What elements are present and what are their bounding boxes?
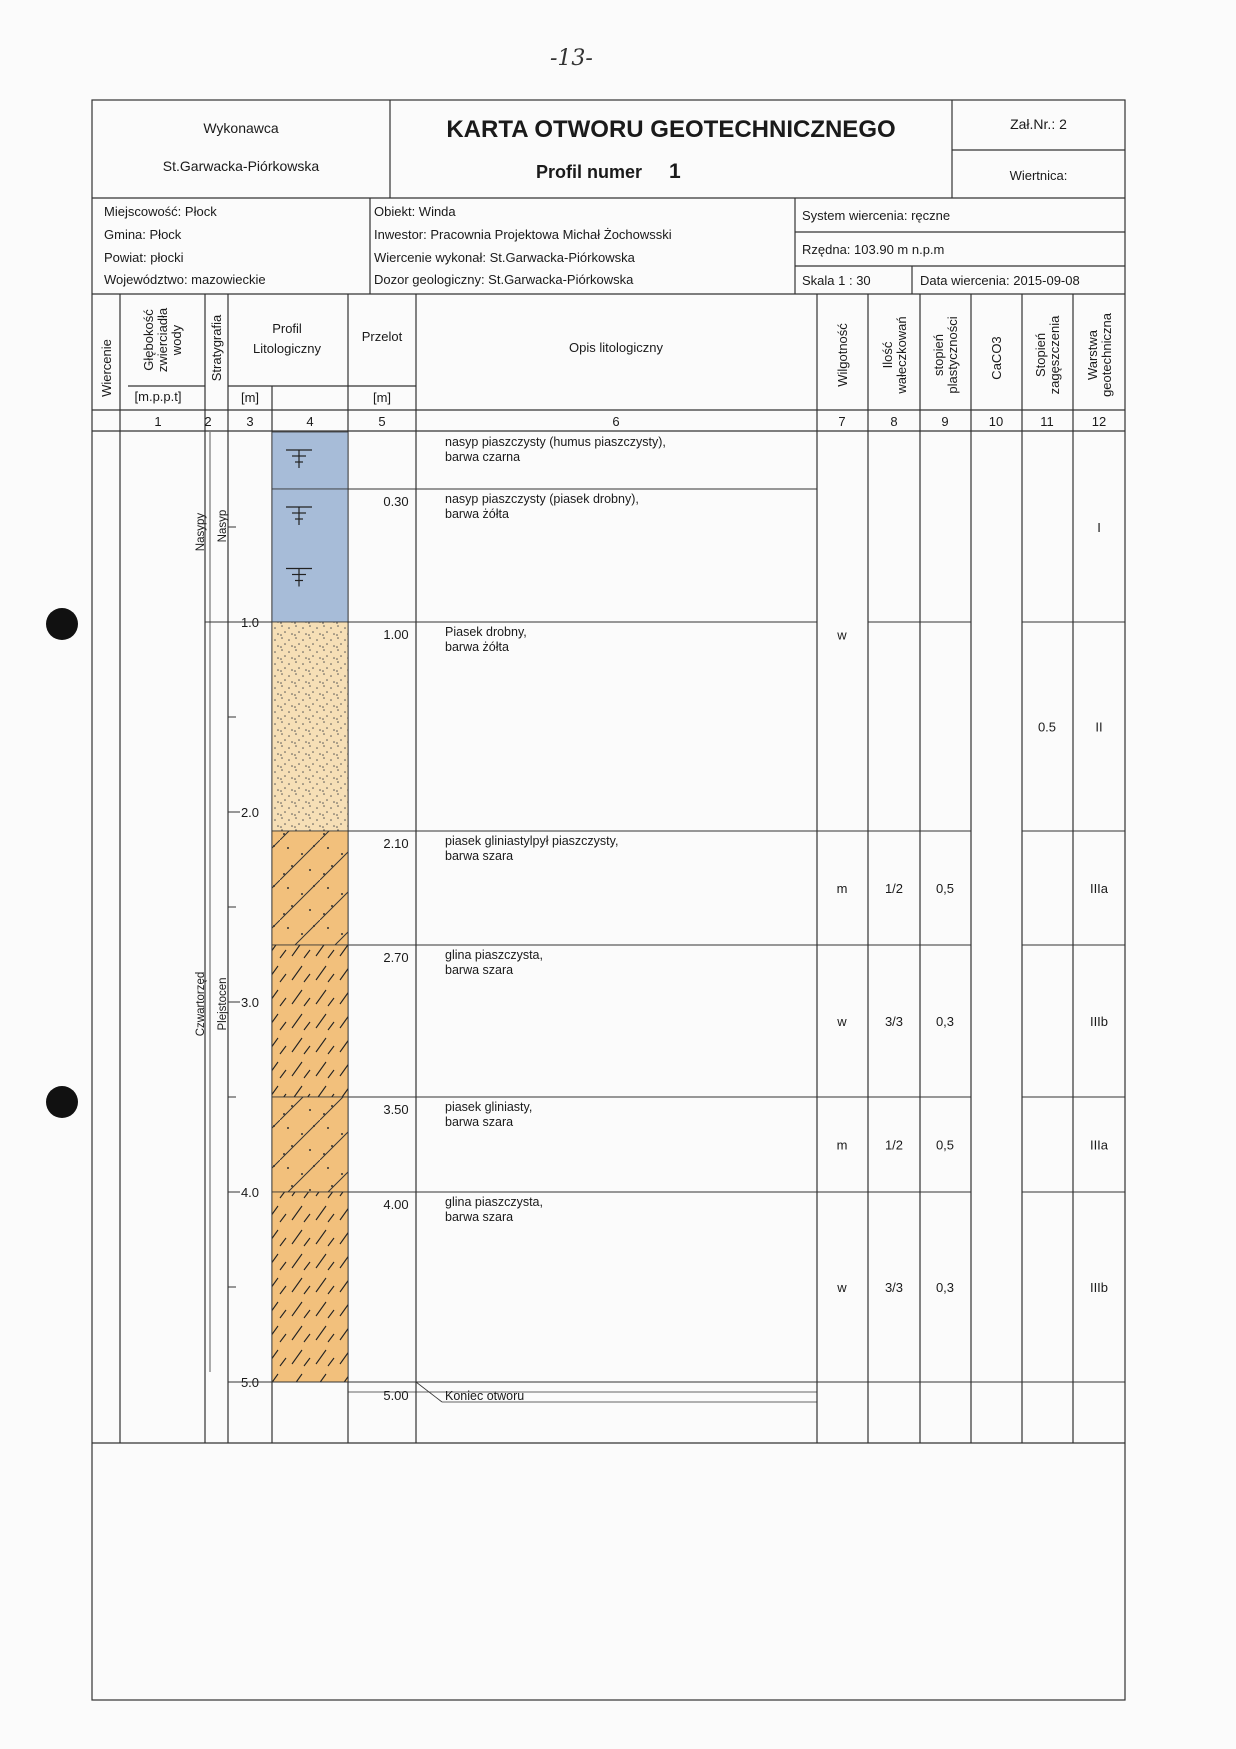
geotech-layer-value: I [1097,520,1101,535]
geological-supervision: Dozor geologiczny: St.Garwacka-Piórkowska [374,272,634,287]
plasticity-value: 0,5 [935,1137,955,1153]
lithology-description: nasyp piaszczysty (piasek drobny), [445,492,639,506]
col-compaction: zagęszczenia [1047,315,1062,395]
column-number: 11 [1040,414,1054,429]
strat-outer-bottom: Czwartorzęd [195,971,207,1037]
column-number: 10 [988,414,1004,429]
attachment-number: Zał.Nr.: 2 [1010,116,1067,132]
col-description: Opis litologiczny [569,340,663,355]
col-interval: Przelot [361,329,403,344]
plasticity-value: 0,3 [935,1280,955,1295]
column-number: 7 [838,414,846,429]
plasticity-value: 0,3 [935,1014,955,1029]
geotech-layer-value: IIIa [1089,1137,1109,1153]
col-plasticity: stopień [931,334,946,376]
depth-tick-label: 5.0 [240,1375,260,1390]
col-profile-unit: [m] [240,390,260,405]
lithology-description: piasek gliniasty, [445,1100,533,1114]
column-number: 3 [246,414,254,429]
strat-inner-top: Nasyp [217,509,229,543]
lithology-layer [272,945,348,1097]
column-number: 1 [154,414,162,429]
geotech-layer-value: IIIa [1089,881,1109,896]
investor: Inwestor: Pracownia Projektowa Michał Żochowsski [374,227,672,242]
scale: Skala 1 : 30 [802,273,871,288]
col-drilling: Wiercenie [99,339,114,397]
col-geotech-layer: geotechniczna [1099,313,1114,397]
profile-number: 1 [669,160,681,183]
drilling-system: System wiercenia: ręczne [802,208,951,223]
lithology-layer [272,1097,348,1192]
lithology-layer [272,831,348,945]
end-depth: 5.00 [383,1388,409,1403]
rollers-value: 1/2 [884,881,904,896]
contractor-label: Wykonawca [203,120,279,136]
contractor-name: St.Garwacka-Piórkowska [162,158,320,174]
end-text: Koniec otworu [445,1389,525,1403]
col-profile: Profil [272,321,302,336]
col-interval-unit: [m] [372,390,392,405]
interval-depth: 2.10 [383,836,409,851]
lithology-colour: barwa żółta [445,507,509,521]
interval-depth: 3.50 [383,1102,409,1117]
object: Obiekt: Winda [374,204,456,219]
page-number: -13- [550,46,593,71]
col-compaction: Stopień [1033,332,1048,378]
lithology-colour: barwa czarna [445,450,521,464]
lithology-layer [272,1192,348,1382]
elevation: Rzędna: 103.90 m n.p.m [802,242,945,257]
column-number: 4 [306,414,314,429]
depth-tick-label: 3.0 [240,995,260,1010]
compaction-value: 0.5 [1037,719,1057,735]
col-water-depth: zwierciadła [155,307,170,373]
col-plasticity: plastyczności [945,316,960,394]
moisture-value: w [837,1280,847,1295]
rollers-value: 3/3 [884,1280,904,1295]
col-profile: Litologiczny [253,341,321,356]
driller: Wiercenie wykonał: St.Garwacka-Piórkowska [374,250,635,265]
lithology-description: nasyp piaszczysty (humus piaszczysty), [445,435,666,449]
voivodeship: Województwo: mazowieckie [104,272,266,287]
col-water-unit: [m.p.p.t] [134,389,182,404]
moisture-value: m [836,881,848,896]
county: Powiat: płocki [104,250,184,265]
col-water-depth: Głębokość [141,309,156,371]
column-number: 5 [378,414,386,429]
lithology-description: glina piaszczysta, [445,948,543,962]
lithology-colour: barwa szara [445,963,514,977]
drilling-date: Data wiercenia: 2015-09-08 [920,273,1080,288]
col-geotech-layer: Warstwa [1085,329,1100,381]
rig-label: Wiertnica: [1009,168,1068,183]
column-number: 6 [612,414,620,429]
interval-depth: 2.70 [383,950,409,965]
moisture-value: w [837,1014,847,1029]
geotech-layer-value: IIIb [1089,1280,1109,1295]
plasticity-value: 0,5 [935,881,955,896]
interval-depth: 1.00 [383,627,409,642]
geotech-layer-value: IIIb [1089,1014,1109,1029]
column-number: 2 [204,414,212,429]
column-number: 8 [890,414,898,429]
page-title: KARTA OTWORU GEOTECHNICZNEGO [446,116,896,143]
lithology-description: Piasek drobny, [445,625,527,639]
lithology-description: glina piaszczysta, [445,1195,543,1209]
moisture-value: w [837,627,847,643]
profile-label: Profil numer [536,162,643,182]
rollers-value: 1/2 [884,1137,904,1153]
strat-inner-bottom: Plejstocen [217,977,229,1031]
lithology-colour: barwa szara [445,1115,514,1129]
column-number: 12 [1091,414,1107,429]
col-caco3: CaCO3 [989,336,1004,380]
lithology-layer [272,489,348,622]
col-stratigraphy: Stratygrafia [209,314,224,382]
col-rollers: wałeczkowań [894,316,909,394]
col-moisture: Wilgotność [835,323,850,387]
lithology-colour: barwa szara [445,849,514,863]
lithology-layer [272,622,348,831]
lithology-colour: barwa szara [445,1210,514,1224]
lithology-layer [272,432,348,489]
interval-depth: 4.00 [383,1197,409,1212]
commune: Gmina: Płock [104,227,182,242]
column-number: 9 [941,414,949,429]
depth-tick-label: 2.0 [240,805,260,820]
locality: Miejscowość: Płock [104,204,217,219]
depth-tick-label: 1.0 [240,615,260,630]
interval-depth: 0.30 [383,494,409,509]
lithology-description: piasek gliniastylpył piaszczysty, [445,834,619,848]
rollers-value: 3/3 [884,1014,904,1029]
lithology-colour: barwa żółta [445,640,509,654]
depth-tick-label: 4.0 [240,1185,260,1200]
col-water-depth: wody [169,324,184,356]
geotech-layer-value: II [1095,719,1103,735]
moisture-value: m [836,1137,848,1153]
col-rollers: Ilość [880,341,895,369]
strat-outer-top: Nasypy [195,512,207,552]
